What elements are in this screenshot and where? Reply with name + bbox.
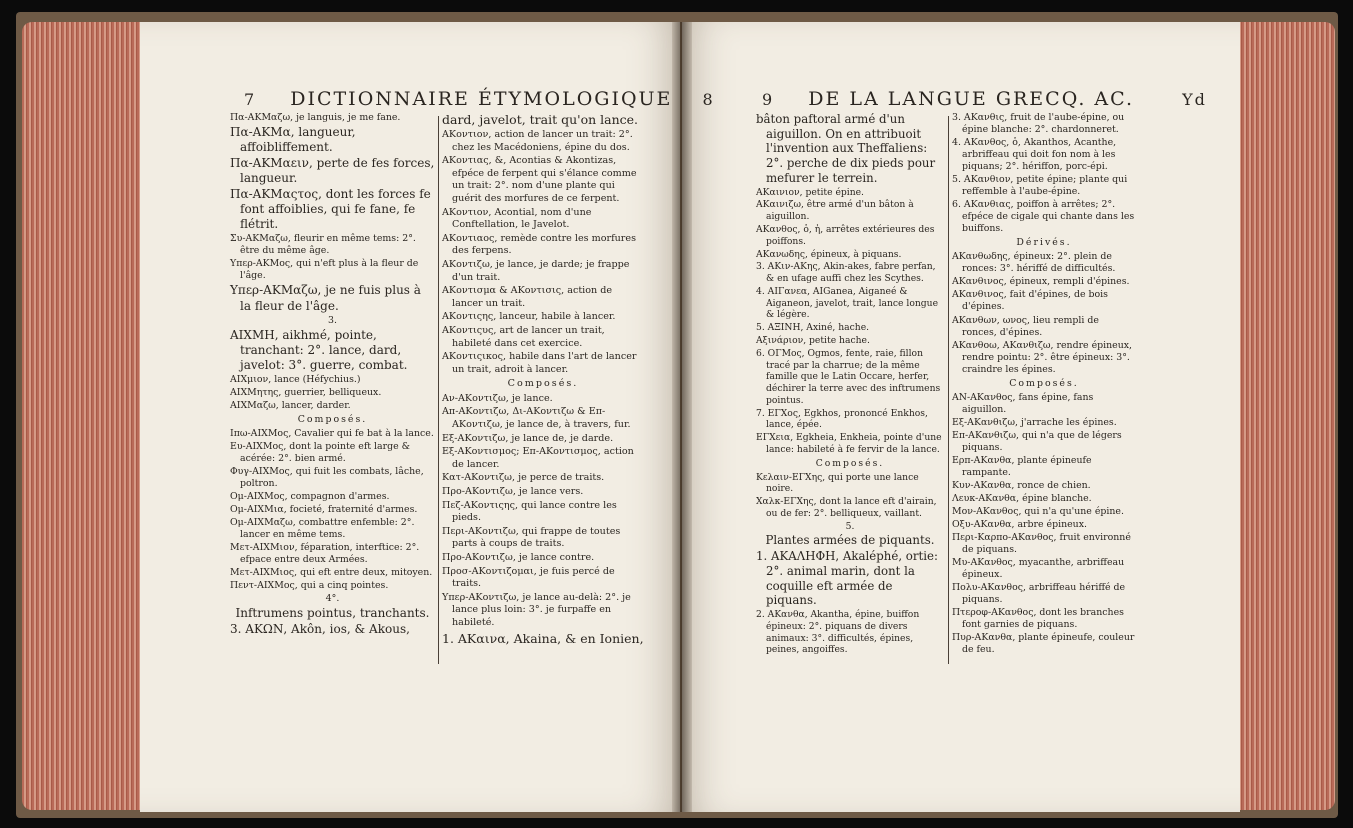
dictionary-entry: Μετ-ΑΙΧΜιος, qui eft entre deux, mitoyen.	[230, 567, 433, 579]
dictionary-entry: dard, javelot, trait qu'on lance.	[442, 112, 639, 127]
dictionary-entry: 6. ΟΓΜος, Ogmos, fente, raie, fillon tracé par la charrue; de la même famille que le Latin Occare, herfer, déchirer la terre avec des inftrumens pointus.	[756, 347, 941, 406]
dictionary-entry: ΑΚανθινος, épineux, rempli d'épines.	[952, 276, 1130, 288]
section-heading: Composés.	[1009, 377, 1079, 389]
dictionary-entry: Plantes armées de piquants.	[765, 533, 935, 548]
dictionary-entry: Ευ-ΑΙΧΜος, dont la pointe eft large & acérée: 2°. bien armé.	[230, 440, 410, 464]
dictionary-entry: 5. ΑΞΙΝΗ, Axiné, hache.	[756, 322, 870, 334]
dictionary-entry: Επ-ΑΚανθιζω, qui n'a que de légers piquans.	[952, 429, 1122, 453]
right-page-edge	[1237, 22, 1335, 810]
dictionary-entry: Πεζ-ΑΚοντιςης, qui lance contre les pieds.	[442, 499, 617, 524]
dictionary-entry: Εξ-ΑΚοντισμος; Επ-ΑΚοντισμος, action de lancer.	[442, 446, 634, 470]
dictionary-entry: 4°.	[325, 593, 340, 605]
dictionary-entry: 5. ΑΚανθιον, petite épine; plante qui reffemble à l'aube-épine.	[952, 174, 1128, 198]
dictionary-entry: 1. ΑΚΑΛΗΦΗ, Akaléphé, ortie: 2°. animal marin, dont la coquille eft armée de piquans.	[756, 549, 938, 608]
section-heading: Dérivés.	[1016, 237, 1072, 249]
right-page-number: 9	[762, 90, 775, 109]
left-page-number: 7	[244, 90, 257, 109]
dictionary-entry: Πυρ-ΑΚανθα, plante épineufe, couleur de feu.	[952, 632, 1135, 656]
dictionary-entry: Υπερ-ΑΚΜος, qui n'eft plus à la fleur de l'âge.	[230, 258, 419, 282]
dictionary-entry: Ομ-ΑΙΧΜος, compagnon d'armes.	[230, 491, 390, 503]
dictionary-entry: Χαλκ-ΕΓΧης, dont la lance eft d'airain, ou de fer: 2°. belliqueux, vaillant.	[756, 496, 937, 519]
dictionary-entry: Υπερ-ΑΚΜαζω, je ne fuis plus à la fleur de l'âge.	[230, 283, 421, 313]
dictionary-entry: ΑΚοντιζω, je lance, je darde; je frappe d'un trait.	[442, 258, 630, 283]
dictionary-entry: ΑΚοντιςικος, habile dans l'art de lancer un trait, adroit à lancer.	[442, 351, 637, 375]
dictionary-entry: ΑΚαινιον, petite épine.	[756, 186, 864, 198]
left-running-head	[244, 88, 715, 110]
dictionary-entry: Μυ-ΑΚανθος, myacanthe, arbriffeau épineux.	[952, 557, 1125, 581]
right-page-column-2	[952, 112, 1136, 657]
dictionary-entry: Φυγ-ΑΙΧΜος, qui fuit les combats, lâche, poltron.	[230, 465, 424, 489]
dictionary-entry: ΑΙΧΜητης, guerrier, belliqueux.	[230, 386, 382, 398]
dictionary-entry: 5.	[845, 520, 855, 532]
left-signature: 8	[702, 90, 715, 109]
dictionary-entry: ΑΙΧΜαζω, lancer, darder.	[230, 399, 351, 411]
dictionary-entry: Περι-ΑΚοντιζω, qui frappe de toutes parts à coups de traits.	[442, 525, 621, 550]
dictionary-entry: Inftrumens pointus, tranchants.	[235, 606, 430, 621]
left-page-column-1	[230, 112, 435, 638]
dictionary-entry: Αξινάριον, petite hache.	[756, 334, 870, 346]
dictionary-entry: 6. ΑΚανθιας, poiffon à arrêtes; 2°. efpéce de cigale qui chante dans les buiffons.	[952, 199, 1135, 235]
dictionary-entry: ΑΚανωδης, épineux, à piquans.	[756, 248, 902, 260]
dictionary-entry: Κατ-ΑΚοντιζω, je perce de traits.	[442, 472, 605, 484]
section-heading: Composés.	[507, 378, 579, 390]
dictionary-entry: Ομ-ΑΙΧΜαζω, combattre enfemble: 2°. lancer en même tems.	[230, 517, 415, 541]
dictionary-entry: ΑΚανθοω, ΑΚανθιζω, rendre épineux, rendre pointu: 2°. être épineux: 3°. craindre les épines.	[952, 339, 1133, 375]
dictionary-entry: Υπερ-ΑΚοντιζω, je lance au-delà: 2°. je lance plus loin: 3°. je furpaffe en habileté.	[442, 591, 631, 628]
dictionary-entry: ΑΚανθων, ωνος, lieu rempli de ronces, d'épines.	[952, 314, 1099, 338]
dictionary-entry: Πεντ-ΑΙΧΜος, qui a cinq pointes.	[230, 580, 389, 592]
dictionary-entry: Λευκ-ΑΚανθα, épine blanche.	[952, 492, 1092, 504]
right-running-head	[762, 88, 1207, 110]
dictionary-entry: ΑΚοντιςυς, art de lancer un trait, habileté dans cet exercice.	[442, 324, 605, 349]
dictionary-entry: Προ-ΑΚοντιζω, je lance vers.	[442, 486, 584, 498]
dictionary-entry: Προ-ΑΚοντιζω, je lance contre.	[442, 552, 595, 563]
dictionary-entry: ΑΚοντιαος, remède contre les morfures des ferpens.	[442, 232, 636, 257]
dictionary-entry: bâton paftoral armé d'un aiguillon. On en attribuoit l'invention aux Theffaliens: 2°. perche de dix pieds pour mefurer le terrein.	[756, 112, 936, 185]
dictionary-entry: Πα-ΑΚΜαζω, je languis, je me fane.	[230, 112, 401, 123]
dictionary-entry: 4. ΑΙΓανεα, AIGanea, Aiganeé & Aiganeon, javelot, trait, lance longue & légère.	[756, 285, 939, 321]
dictionary-entry: 3. ΑΚιν-ΑΚης, Akin-akes, fabre perfan, & en ufage auffi chez les Scythes.	[756, 261, 936, 285]
dictionary-entry: Κελαιν-ΕΓΧης, qui porte une lance noire.	[756, 471, 919, 495]
dictionary-entry: Πολυ-ΑΚανθος, arbriffeau hériffé de piquans.	[952, 582, 1126, 606]
left-column-divider	[438, 116, 439, 664]
dictionary-entry: Πτεροφ-ΑΚανθος, dont les branches font garnies de piquans.	[952, 607, 1124, 631]
book-gutter	[672, 22, 692, 812]
dictionary-entry: ΑΚοντισμα & ΑΚοντισις, action de lancer un trait.	[442, 285, 613, 309]
dictionary-entry: 3.	[328, 314, 337, 326]
dictionary-entry: Πα-ΑΚΜαειν, perte de fes forces, langueur.	[230, 156, 435, 186]
dictionary-entry: Ιπω-ΑΙΧΜος, Cavalier qui fe bat à la lance.	[230, 427, 434, 439]
section-heading: Composés.	[297, 413, 368, 425]
dictionary-entry: ΑΚανθος, ὁ, ἡ, arrêtes extérieures des poiffons.	[756, 223, 935, 247]
dictionary-entry: Οξυ-ΑΚανθα, arbre épineux.	[952, 519, 1087, 530]
right-column-divider	[948, 116, 949, 664]
dictionary-entry: Κυν-ΑΚανθα, ronce de chien.	[952, 479, 1091, 491]
dictionary-entry: Περι-Καρπο-ΑΚανθος, fruit environné de piquans.	[952, 532, 1131, 556]
dictionary-entry: Συ-ΑΚΜαζω, fleurir en même tems: 2°. être du même âge.	[230, 233, 416, 257]
dictionary-entry: Ερπ-ΑΚανθα, plante épineufe rampante.	[952, 454, 1092, 478]
dictionary-entry: ΑΚοντιον, Acontial, nom d'une Conftellation, le Javelot.	[442, 206, 592, 231]
left-title: DICTIONNAIRE ÉTYMOLOGIQUE	[290, 88, 673, 110]
dictionary-entry: ΑΚανθινος, fait d'épines, de bois d'épines.	[952, 289, 1108, 313]
dictionary-entry: ΑΙΧΜΗ, aikhmé, pointe, tranchant: 2°. lance, dard, javelot: 3°. guerre, combat.	[230, 327, 408, 372]
dictionary-entry: Μετ-ΑΙΧΜιον, féparation, interftice: 2°. efpace entre deux Armées.	[230, 542, 420, 566]
dictionary-entry: 1. ΑΚαινα, Akaina, & en Ionien,	[442, 630, 644, 646]
dictionary-entry: ΑΚοντιςης, lanceur, habile à lancer.	[442, 311, 616, 323]
dictionary-entry: ΑΙΧμιον, lance (Héfychius.)	[230, 373, 361, 385]
dictionary-entry: Προσ-ΑΚοντιζομαι, je fuis percé de traits.	[442, 565, 615, 590]
right-signature: Yd	[1182, 90, 1207, 109]
dictionary-entry: 4. ΑΚανθος, ὁ, Akanthos, Acanthe, arbriffeau qui doit fon nom à les piquans; 2°. hériffon, porc-épi.	[952, 137, 1117, 173]
right-title: DE LA LANGUE GRECQ. AC.	[808, 88, 1135, 110]
dictionary-entry: Πα-ΑΚΜαςτος, dont les forces fe font affoiblies, qui fe fane, fe flétrit.	[230, 187, 431, 232]
dictionary-entry: ΑΚαινιζω, être armé d'un bâton à aiguillon.	[756, 199, 914, 223]
dictionary-entry: 3. ΑΚανθις, fruit de l'aube-épine, ou épine blanche: 2°. chardonneret.	[952, 112, 1125, 136]
dictionary-entry: Ομ-ΑΙΧΜια, focieté, fraternité d'armes.	[230, 504, 418, 516]
right-page-column-1	[756, 112, 944, 657]
dictionary-entry: 7. ΕΓΧος, Egkhos, prononcé Enkhos, lance, épée.	[756, 407, 928, 431]
dictionary-entry: Αν-ΑΚοντιζω, je lance.	[442, 392, 553, 404]
left-page-edge	[22, 22, 142, 810]
dictionary-entry: ΑΚοντιον, action de lancer un trait: 2°. chez les Macédoniens, épine du dos.	[442, 129, 633, 153]
dictionary-entry: 3. ΑΚΩΝ, Akôn, ios, & Akous,	[230, 622, 410, 637]
dictionary-entry: ΕΓΧεια, Egkheia, Enkheia, pointe d'une lance: habileté à fe fervir de la lance.	[756, 432, 942, 455]
dictionary-entry: ΑΚοντιας, &, Acontias & Akontizas, efpéce de ferpent qui s'élance comme un trait: 2°. nom d'une plante qui guérit des morfures de ce ferpent.	[442, 155, 637, 204]
dictionary-entry: ΑΝ-ΑΚανθος, fans épine, fans aiguillon.	[952, 391, 1094, 415]
dictionary-entry: Εξ-ΑΚοντιζω, je lance de, je darde.	[442, 432, 614, 444]
dictionary-entry: Πα-ΑΚΜα, langueur, affoibliffement.	[230, 125, 356, 155]
dictionary-entry: ΑΚανθωδης, épineux: 2°. plein de ronces: 3°. hériffé de difficultés.	[952, 251, 1116, 275]
left-page-column-2	[442, 112, 644, 648]
dictionary-entry: Μον-ΑΚανθος, qui n'a qu'une épine.	[952, 505, 1124, 517]
section-heading: Composés.	[815, 457, 885, 469]
dictionary-entry: Απ-ΑΚοντιζω, Δι-ΑΚοντιζω & Επ-ΑΚοντιζω, je lance de, à travers, fur.	[442, 406, 631, 431]
dictionary-entry: Εξ-ΑΚανθιζω, j'arrache les épines.	[952, 416, 1117, 428]
dictionary-entry: 2. ΑΚανθα, Akantha, épine, buiffon épineux: 2°. piquans de divers animaux: 3°. difficultés, épines, peines, angoiffes.	[756, 609, 920, 656]
